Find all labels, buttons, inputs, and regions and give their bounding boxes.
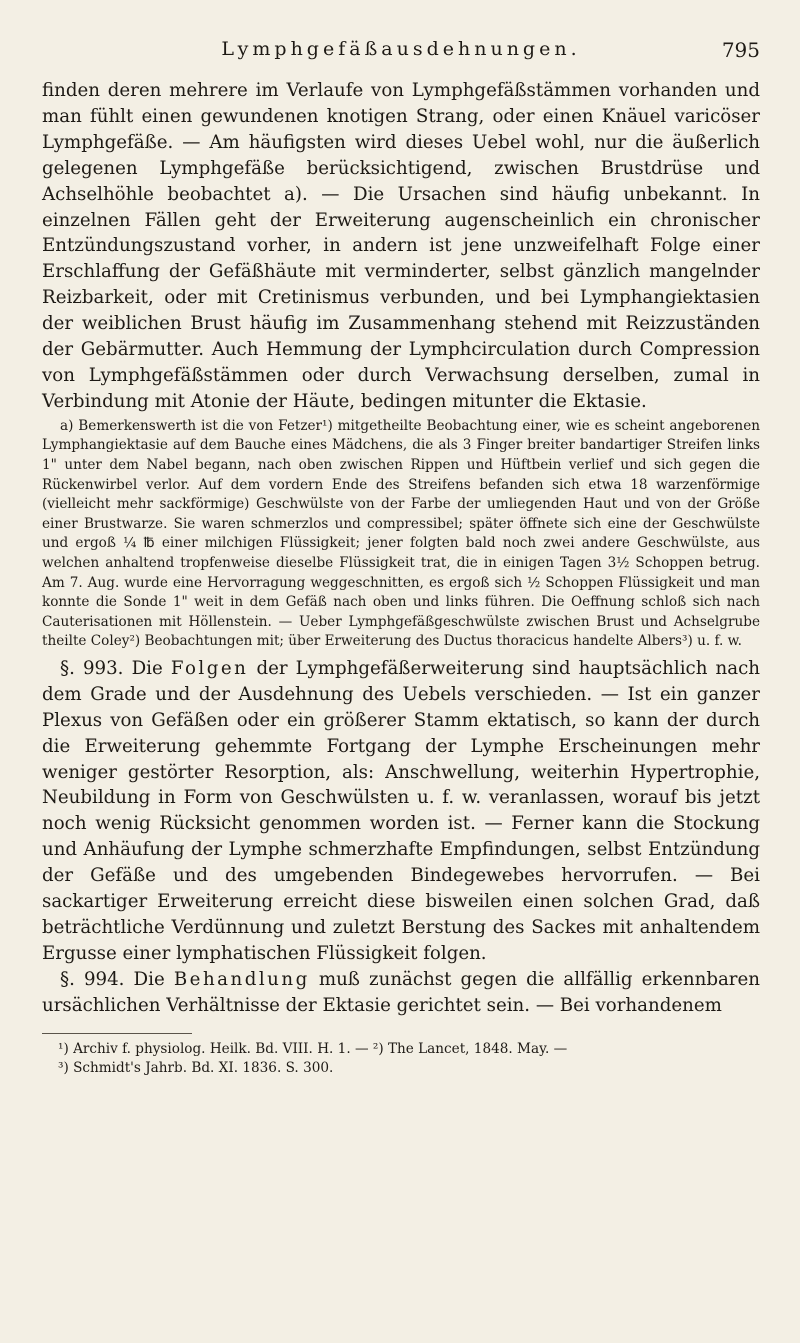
- main-text: [42, 78, 760, 415]
- section-number: §. 993.: [60, 657, 124, 679]
- section-lead: Die: [131, 657, 163, 679]
- section-text: muß zunächst gegen die allfällig erkennbaren ursächlichen Verhältnisse der Ektasie gerichtet sein. — Bei vorhandenem: [42, 968, 760, 1016]
- paragraph-continuation: finden deren mehrere im Verlaufe von Lymphgefäßstämmen vorhanden und man fühlt einen gewundenen knotigen Strang, oder einen Knäuel varicöser Lymphgefäße. — Am häufigsten wird dieses Uebel wohl, nur die äußerlich gelegenen Lymphgefäße berücksichtigend, zwischen Brustdrüse und Achselhöhle beobachtet a). — Die Ursachen sind häufig unbekannt. In einzelnen Fällen geht der Erweiterung augenscheinlich ein chronischer Entzündungszustand vorher, in andern ist jene unzweifelhaft Folge einer Erschlaffung der Gefäßhäute mit verminderter, selbst gänzlich mangelnder Reizbarkeit, oder mit Cretinismus verbunden, und bei Lymphangiektasien der weiblichen Brust häufig im Zusammenhang stehend mit Reizzuständen der Gebärmutter. Auch Hemmung der Lymphcirculation durch Compression von Lymphgefäßstämmen oder durch Verwachsung derselben, zumal in Verbindung mit Atonie der Häute, bedingen mitunter die Ektasie.: [42, 80, 760, 412]
- page-number: 795: [721, 38, 760, 62]
- note-a: a) Bemerkenswerth ist die von Fetzer¹) mitgetheilte Beobachtung einer, wie es scheint angeborenen Lymphangiektasie auf dem Bauche eines Mädchens, die als 3 Finger breiter bandartiger Streifen links 1" unter dem Nabel begann, nach oben zwischen Rippen und Hüftbein verlief und sich gegen die Rückenwirbel verlor. Auf dem vordern Ende des Streifens befanden sich etwa 18 warzenförmige (vielleicht mehr sackförmige) Geschwülste von der Farbe der umliegenden Haut und von der Größe einer Brustwarze. Sie waren schmerzlos und compressibel; später öffnete sich eine der Geschwülste und ergoß ¼ ℔ einer milchigen Flüssigkeit; jener folgten bald noch zwei andere Geschwülste, aus welchen anhaltend tropfenweise dieselbe Flüssigkeit trat, die in einigen Tagen 3½ Schoppen betrug. Am 7. Aug. wurde eine Hervorragung weggeschnitten, es ergoß sich ½ Schoppen Flüssigkeit und man konnte die Sonde 1" weit in dem Gefäß nach oben und links führen. Die Oeffnung schloß sich nach Cauterisationen mit Höllenstein. — Ueber Lymphgefäßgeschwülste zwischen Brust und Achselgrube theilte Coley²) Beobachtungen mit; über Erweiterung des Ductus thoracicus handelte Albers³) u. f. w.: [42, 417, 760, 650]
- section-993: [42, 656, 760, 967]
- footnote-line: ³) Schmidt's Jahrb. Bd. XI. 1836. S. 300.: [58, 1060, 334, 1077]
- section-text: der Lymphgefäßerweiterung sind hauptsächlich nach dem Grade und der Ausdehnung des Uebels verschieden. — Ist ein ganzer Plexus von Gefäßen oder ein größerer Stamm ektatisch, so kann der durch die Erweiterung gehemmte Fortgang der Lymphe Erscheinungen mehr weniger gestörter Resorption, als: Anschwellung, weiterhin Hypertrophie, Neubildung in Form von Geschwülsten u. f. w. veranlassen, worauf bis jetzt noch wenig Rücksicht genommen worden ist. — Ferner kann die Stockung und Anhäufung der Lymphe schmerzhafte Empfindungen, selbst Entzündung der Gefäße und des umgebenden Bindegewebes hervorrufen. — Bei sackartiger Erweiterung erreicht diese bisweilen einen solchen Grad, daß beträchtliche Verdünnung und zuletzt Berstung des Sackes mit anhaltendem Ergusse einer lymphatischen Flüssigkeit folgen.: [42, 657, 760, 964]
- page-header: [42, 38, 760, 66]
- section-number: §. 994.: [60, 968, 125, 990]
- section-994: [42, 967, 760, 1019]
- footnote-divider: [42, 1033, 192, 1034]
- section-keyword: Folgen: [170, 657, 249, 679]
- section-keyword: Behandlung: [173, 968, 310, 990]
- section-lead: Die: [133, 968, 165, 990]
- running-title: Lymphgefäßausdehnungen.: [221, 38, 581, 60]
- footnote-line: ¹) Archiv f. physiolog. Heilk. Bd. VIII. H. 1. — ²) The Lancet, 1848. May. —: [58, 1040, 568, 1057]
- section-993-paragraph: [42, 656, 760, 967]
- note-block: [42, 417, 760, 652]
- section-994-paragraph: [42, 967, 760, 1019]
- footnotes: [42, 1040, 760, 1079]
